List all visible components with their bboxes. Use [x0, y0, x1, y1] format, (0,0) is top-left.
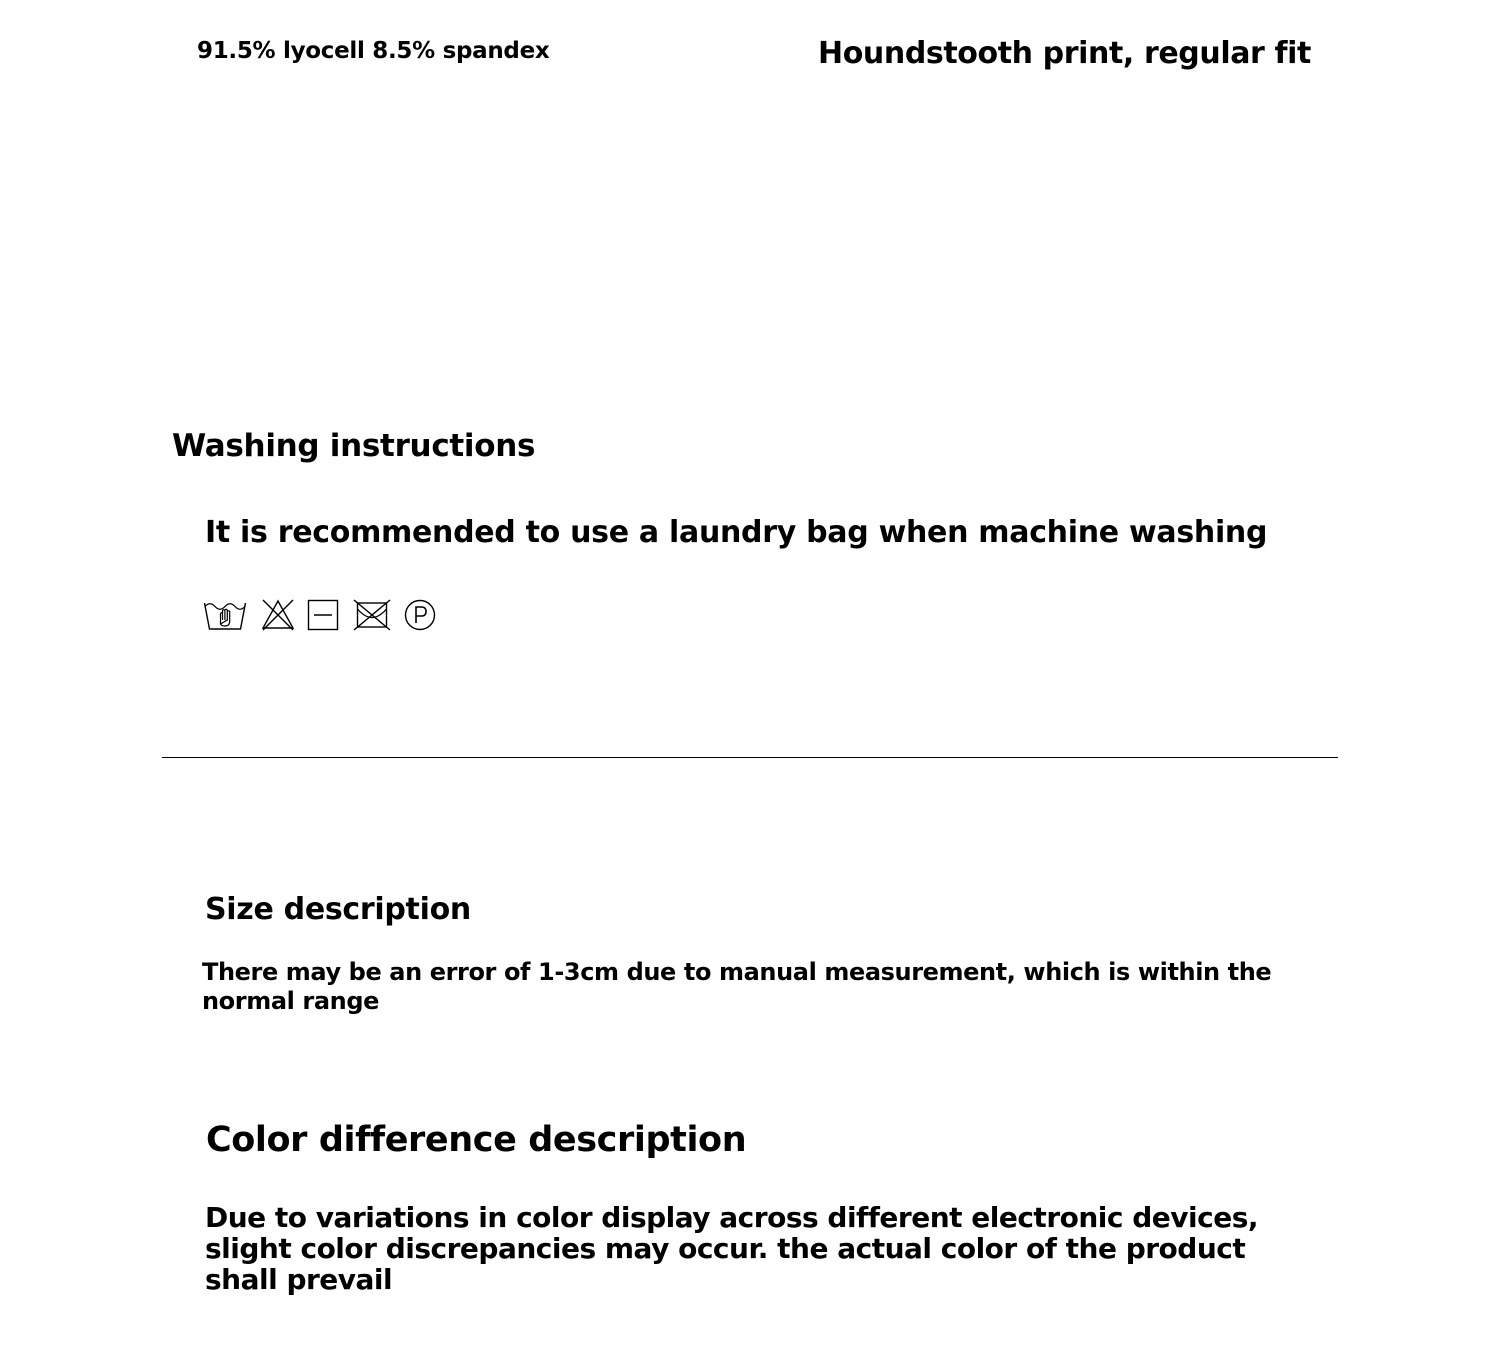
washing-note: It is recommended to use a laundry bag when machine washing [205, 515, 1268, 550]
color-difference-note: Due to variations in color display across different electronic devices, slight color discrepancies may occur. the actual color of the product shall prevail [205, 1201, 1259, 1296]
fit-description: Houndstooth print, regular fit [818, 36, 1311, 71]
section-divider [162, 757, 1338, 758]
hand-wash-icon [203, 599, 247, 631]
do-not-bleach-icon [261, 598, 295, 632]
professional-dry-clean-p-icon [404, 599, 436, 631]
care-symbols [203, 598, 436, 632]
size-note: There may be an error of 1-3cm due to manual measurement, which is within the normal range [202, 958, 1272, 1015]
do-not-tumble-dry-icon [353, 599, 391, 631]
size-description-heading: Size description [205, 892, 471, 927]
dry-flat-icon [307, 599, 339, 631]
washing-instructions-heading: Washing instructions [172, 428, 536, 464]
color-difference-heading: Color difference description [206, 1120, 747, 1160]
material-composition: 91.5% lyocell 8.5% spandex [197, 38, 550, 64]
